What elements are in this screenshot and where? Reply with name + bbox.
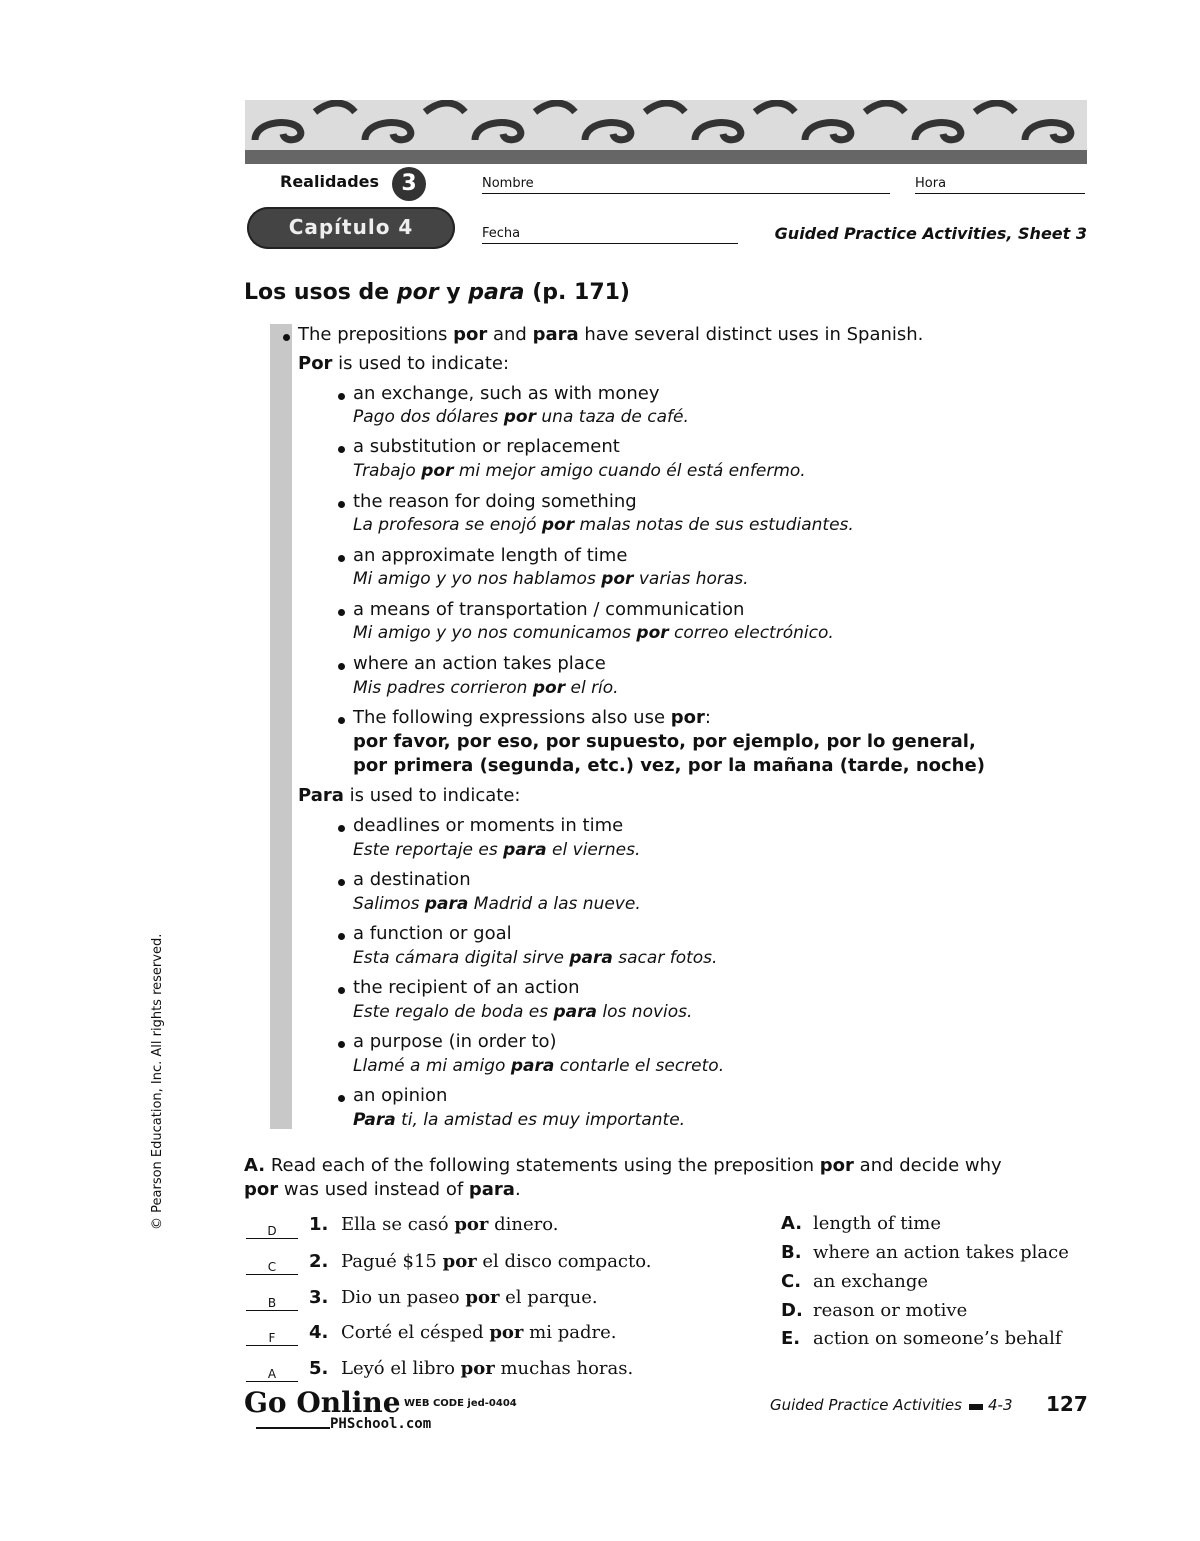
option-text: length of time <box>813 1213 942 1234</box>
option-letter: A. <box>781 1213 803 1234</box>
series-name: Realidades <box>280 172 380 191</box>
web-code: WEB CODE jed-0404 <box>404 1398 517 1409</box>
bullet-icon <box>283 334 290 341</box>
bullet-icon <box>338 446 345 453</box>
bullet-icon <box>338 609 345 616</box>
expressions-line: por primera (segunda, etc.) vez, por la mañana (tarde, noche) <box>353 755 985 776</box>
answer-field[interactable]: C <box>246 1254 298 1275</box>
item-statement: Leyó el libro por muchas horas. <box>341 1358 634 1379</box>
arrow-icon <box>969 1404 983 1410</box>
para-example: Salimos para Madrid a las nueve. <box>353 894 641 914</box>
date-field[interactable] <box>482 243 738 244</box>
por-use: an approximate length of time <box>353 545 628 566</box>
item-number: 2. <box>309 1251 329 1272</box>
hour-field[interactable] <box>915 193 1085 194</box>
hour-label: Hora <box>915 176 947 191</box>
option-letter: D. <box>781 1300 803 1321</box>
para-heading: Para is used to indicate: <box>298 785 521 806</box>
sheet-title: Guided Practice Activities, Sheet 3 <box>774 224 1087 243</box>
bullet-icon <box>338 987 345 994</box>
expressions-intro: The following expressions also use por: <box>353 707 711 728</box>
para-use: a purpose (in order to) <box>353 1031 557 1052</box>
item-statement: Pagué $15 por el disco compacto. <box>341 1251 652 1272</box>
por-example: Mi amigo y yo nos comunicamos por correo electrónico. <box>353 623 834 643</box>
para-example: Llamé a mi amigo para contarle el secreto. <box>353 1056 725 1076</box>
logo-rule <box>256 1427 330 1429</box>
bullet-icon <box>338 393 345 400</box>
bullet-icon <box>338 1041 345 1048</box>
para-use: an opinion <box>353 1085 448 1106</box>
option-letter: C. <box>781 1271 802 1292</box>
activity-instructions: A. Read each of the following statements using the preposition por and decide why <box>244 1155 1002 1176</box>
answer-field[interactable]: A <box>246 1361 298 1382</box>
item-number: 4. <box>309 1322 329 1343</box>
bullet-icon <box>338 879 345 886</box>
footer-code: 4-3 <box>988 1396 1013 1414</box>
section-title: Los usos de por y para (p. 171) <box>244 280 630 305</box>
por-example: Mis padres corrieron por el río. <box>353 678 619 698</box>
por-use: a means of transportation / communication <box>353 599 745 620</box>
option-text: an exchange <box>813 1271 929 1292</box>
por-example: La profesora se enojó por malas notas de sus estudiantes. <box>353 515 854 535</box>
item-statement: Corté el césped por mi padre. <box>341 1322 617 1343</box>
option-letter: E. <box>781 1328 801 1349</box>
por-example: Pago dos dólares por una taza de café. <box>353 407 689 427</box>
por-heading: Por is used to indicate: <box>298 353 510 374</box>
activity-instructions-cont: por was used instead of para. <box>244 1179 521 1200</box>
option-letter: B. <box>781 1242 802 1263</box>
option-text: where an action takes place <box>813 1242 1069 1263</box>
por-example: Mi amigo y yo nos hablamos por varias horas. <box>353 569 749 589</box>
bullet-icon <box>338 825 345 832</box>
para-example: Este reportaje es para el viernes. <box>353 840 641 860</box>
level-badge: 3 <box>392 167 426 201</box>
bullet-icon <box>338 1095 345 1102</box>
expressions-line: por favor, por eso, por supuesto, por ejemplo, por lo general, <box>353 731 976 752</box>
para-example: Este regalo de boda es para los novios. <box>353 1002 693 1022</box>
por-use: where an action takes place <box>353 653 606 674</box>
grammar-intro: The prepositions por and para have several distinct uses in Spanish. <box>298 324 924 345</box>
grammar-sidebar-bar <box>270 324 292 1129</box>
item-number: 5. <box>309 1358 329 1379</box>
item-statement: Dio un paseo por el parque. <box>341 1287 598 1308</box>
answer-field[interactable]: F <box>246 1325 298 1346</box>
bullet-icon <box>338 663 345 670</box>
chapter-badge: Capítulo 4 <box>247 207 455 249</box>
banner-rule <box>245 150 1087 164</box>
bullet-icon <box>338 717 345 724</box>
answer-field[interactable]: D <box>246 1218 298 1239</box>
para-use: a function or goal <box>353 923 512 944</box>
go-online-logo[interactable]: Go Online <box>244 1386 401 1419</box>
answer-field[interactable]: B <box>246 1290 298 1311</box>
copyright-notice: © Pearson Education, Inc. All rights reserved. <box>150 933 165 1230</box>
por-use: the reason for doing something <box>353 491 637 512</box>
name-field[interactable] <box>482 193 890 194</box>
para-example: Para ti, la amistad es muy importante. <box>353 1110 686 1130</box>
page-number: 127 <box>1046 1392 1088 1416</box>
option-text: reason or motive <box>813 1300 968 1321</box>
phschool-link[interactable]: PHSchool.com <box>330 1416 432 1432</box>
scroll-ornament-icon <box>245 100 1087 150</box>
para-example: Esta cámara digital sirve para sacar fotos. <box>353 948 718 968</box>
date-label: Fecha <box>482 226 521 241</box>
para-use: the recipient of an action <box>353 977 580 998</box>
item-number: 1. <box>309 1214 329 1235</box>
para-use: a destination <box>353 869 471 890</box>
por-use: a substitution or replacement <box>353 436 620 457</box>
para-use: deadlines or moments in time <box>353 815 624 836</box>
name-label: Nombre <box>482 176 534 191</box>
item-statement: Ella se casó por dinero. <box>341 1214 559 1235</box>
footer-label: Guided Practice Activities <box>770 1396 962 1414</box>
bullet-icon <box>338 933 345 940</box>
por-example: Trabajo por mi mejor amigo cuando él está enfermo. <box>353 461 806 481</box>
bullet-icon <box>338 501 345 508</box>
option-text: action on someone’s behalf <box>813 1328 1062 1349</box>
por-use: an exchange, such as with money <box>353 383 660 404</box>
bullet-icon <box>338 555 345 562</box>
item-number: 3. <box>309 1287 329 1308</box>
